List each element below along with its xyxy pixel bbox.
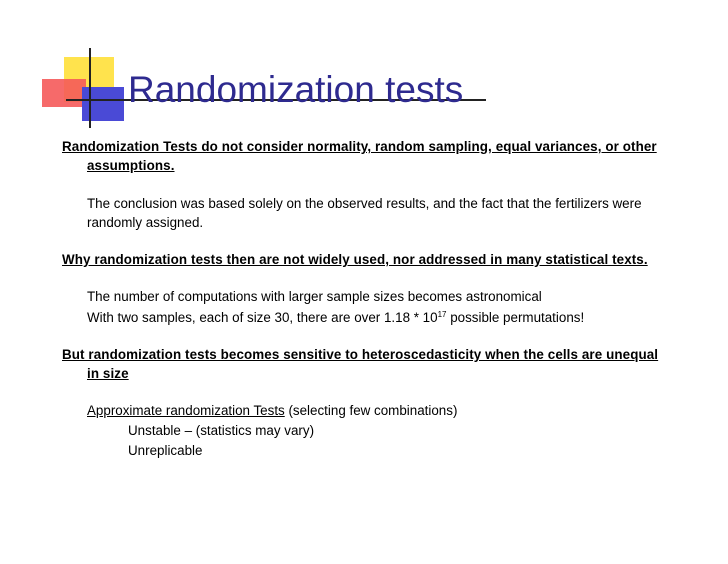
section-2-line-2-pre: With two samples, each of size 30, there are over 1.18 * 10 (87, 310, 438, 325)
approximate-randomization-link[interactable]: Approximate randomization Tests (87, 403, 285, 418)
decorative-vertical-line (89, 48, 91, 128)
section-2-line-1: The number of computations with larger sample sizes becomes astronomical (87, 289, 542, 304)
section-2-heading: Why randomization tests then are not widely used, nor addressed in many statistical texts. (62, 252, 648, 267)
section-2-line-2-post: possible permutations! (446, 310, 585, 325)
section-3-heading: But randomization tests becomes sensitive to heteroscedasticity when the cells are unequal in size (62, 347, 659, 381)
approximate-randomization-rest: (selecting few combinations) (284, 403, 458, 418)
section-1-heading: Randomization Tests do not consider normality, random sampling, equal variances, or other assumptions. (62, 139, 657, 173)
slide-body (62, 137, 672, 460)
section-1-text: The conclusion was based solely on the observed results, and the fact that the fertilizers were randomly assigned. (87, 196, 642, 230)
section-3-sub-1: Unstable – (statistics may vary) (128, 423, 315, 438)
slide-title: Randomization tests (128, 69, 464, 110)
section-2-line-2 (62, 308, 672, 327)
section-3-sub-2: Unreplicable (128, 443, 203, 458)
decorative-red-square (42, 79, 86, 107)
section-3-approx-line (62, 401, 672, 420)
section-2-line-2-exponent: 17 (437, 310, 447, 319)
